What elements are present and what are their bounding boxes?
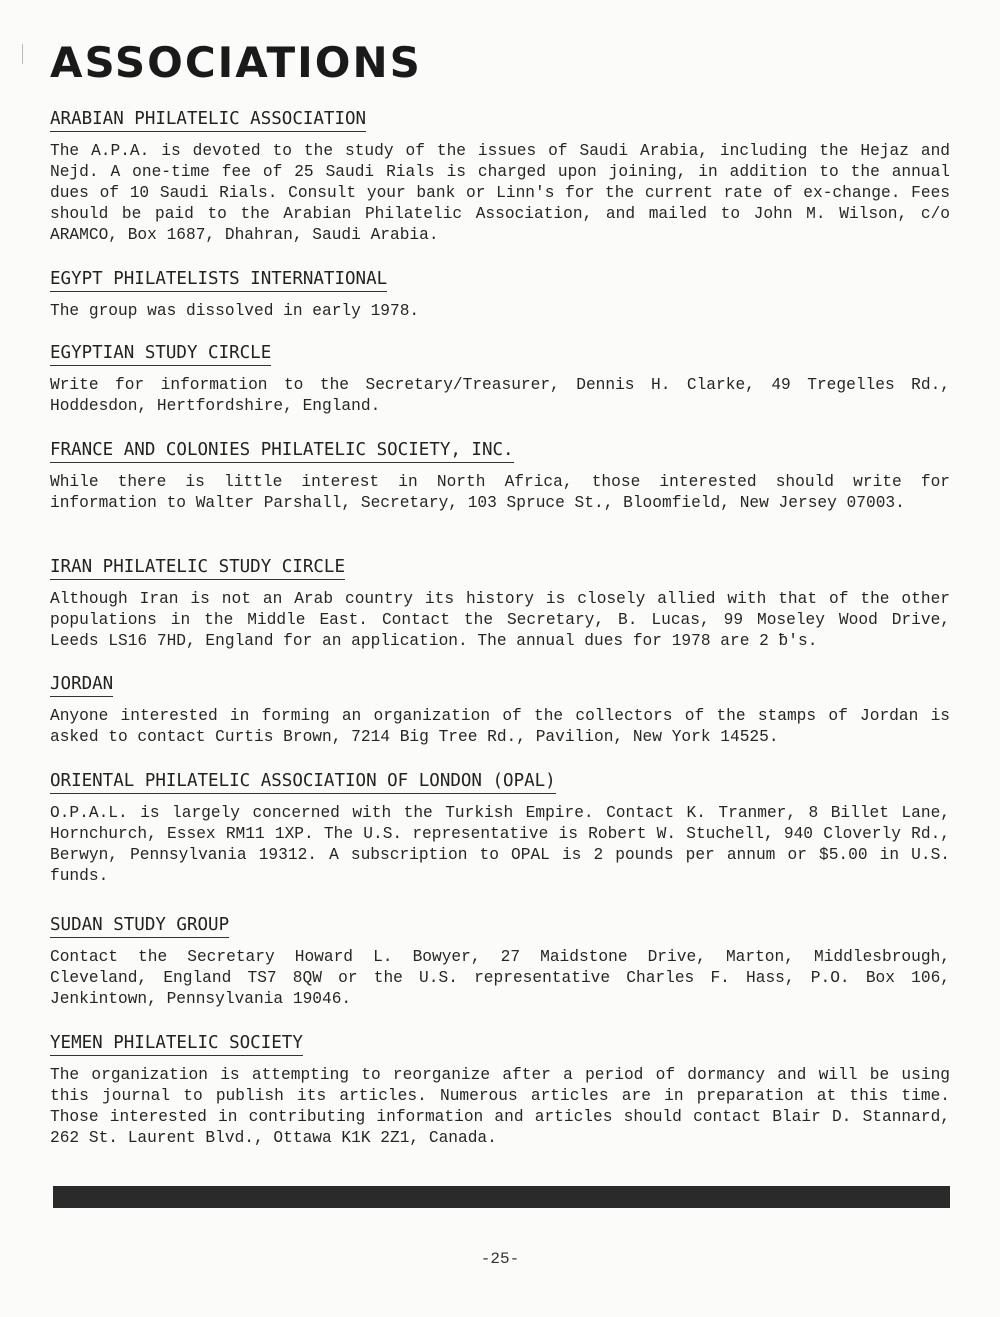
section-body: Anyone interested in forming an organization of the collectors of the stamps of Jordan is asked to contact Curtis Brown, 7214 Big Tree Rd., Pavilion, New York 14525. <box>50 707 950 746</box>
section-heading: EGYPT PHILATELISTS INTERNATIONAL <box>50 268 387 292</box>
section-heading: JORDAN <box>50 673 113 697</box>
section-body: Write for information to the Secretary/Treasurer, Dennis H. Clarke, 49 Tregelles Rd., Hoddesdon, Hertfordshire, England. <box>50 376 950 415</box>
page-number: -25- <box>480 1250 520 1268</box>
divider-bar <box>53 1186 950 1208</box>
section-heading: SUDAN STUDY GROUP <box>50 914 229 938</box>
section-heading: YEMEN PHILATELIC SOCIETY <box>50 1032 303 1056</box>
section-egyptian-study-circle <box>50 342 950 417</box>
section-sudan-study-group <box>50 914 950 1010</box>
section-body: The group was dissolved in early 1978. <box>50 302 420 320</box>
section-heading: EGYPTIAN STUDY CIRCLE <box>50 342 271 366</box>
section-egypt-philatelists-international <box>50 268 950 322</box>
section-body: O.P.A.L. is largely concerned with the Turkish Empire. Contact K. Tranmer, 8 Billet Lane, Hornchurch, Essex RM11 1XP. The U.S. representative is Robert W. Stuchell, 940 Cloverly Rd., Berwyn, Pennsylvania 19312. A subscription to OPAL is 2 pounds per annum or $5.00 in U.S. funds. <box>50 804 950 885</box>
section-body: While there is little interest in North Africa, those interested should write for information to Walter Parshall, Secretary, 103 Spruce St., Bloomfield, New Jersey 07003. <box>50 473 950 512</box>
section-heading: ORIENTAL PHILATELIC ASSOCIATION OF LONDON (OPAL) <box>50 770 556 794</box>
section-jordan <box>50 673 950 748</box>
section-oriental-philatelic-association-of-london <box>50 770 950 887</box>
section-yemen-philatelic-society <box>50 1032 950 1149</box>
section-iran-philatelic-study-circle <box>50 556 950 652</box>
section-heading: IRAN PHILATELIC STUDY CIRCLE <box>50 556 345 580</box>
section-france-and-colonies-philatelic-society <box>50 439 950 514</box>
section-heading: ARABIAN PHILATELIC ASSOCIATION <box>50 108 366 132</box>
section-heading: FRANCE AND COLONIES PHILATELIC SOCIETY, INC. <box>50 439 514 463</box>
section-body: The organization is attempting to reorganize after a period of dormancy and will be using this journal to publish its articles. Numerous articles are in preparation at this time. Those interested in contributing information and articles should contact Blair D. Stannard, 262 St. Laurent Blvd., Ottawa K1K 2Z1, Canada. <box>50 1066 950 1147</box>
section-body: Although Iran is not an Arab country its history is closely allied with that of the other populations in the Middle East. Contact the Secretary, B. Lucas, 99 Moseley Wood Drive, Leeds LS16 7HD, England for an application. The annual dues for 1978 are 2 ƀ's. <box>50 590 950 650</box>
section-body: Contact the Secretary Howard L. Bowyer, 27 Maidstone Drive, Marton, Middlesbrough, Cleveland, England TS7 8QW or the U.S. representative Charles F. Hass, P.O. Box 106, Jenkintown, Pennsylvania 19046. <box>50 948 950 1008</box>
page-title: ASSOCIATIONS <box>50 38 422 87</box>
section-body: The A.P.A. is devoted to the study of the issues of Saudi Arabia, including the Hejaz and Nejd. A one-time fee of 25 Saudi Rials is charged upon joining, in addition to the annual dues of 10 Saudi Rials. Consult your bank or Linn's for the current rate of ex-change. Fees should be paid to the Arabian Philatelic Association, and mailed to John M. Wilson, c/o ARAMCO, Box 1687, Dhahran, Saudi Arabia. <box>50 142 950 244</box>
paper-edge-mark <box>22 44 23 64</box>
section-arabian-philatelic-association <box>50 108 950 246</box>
